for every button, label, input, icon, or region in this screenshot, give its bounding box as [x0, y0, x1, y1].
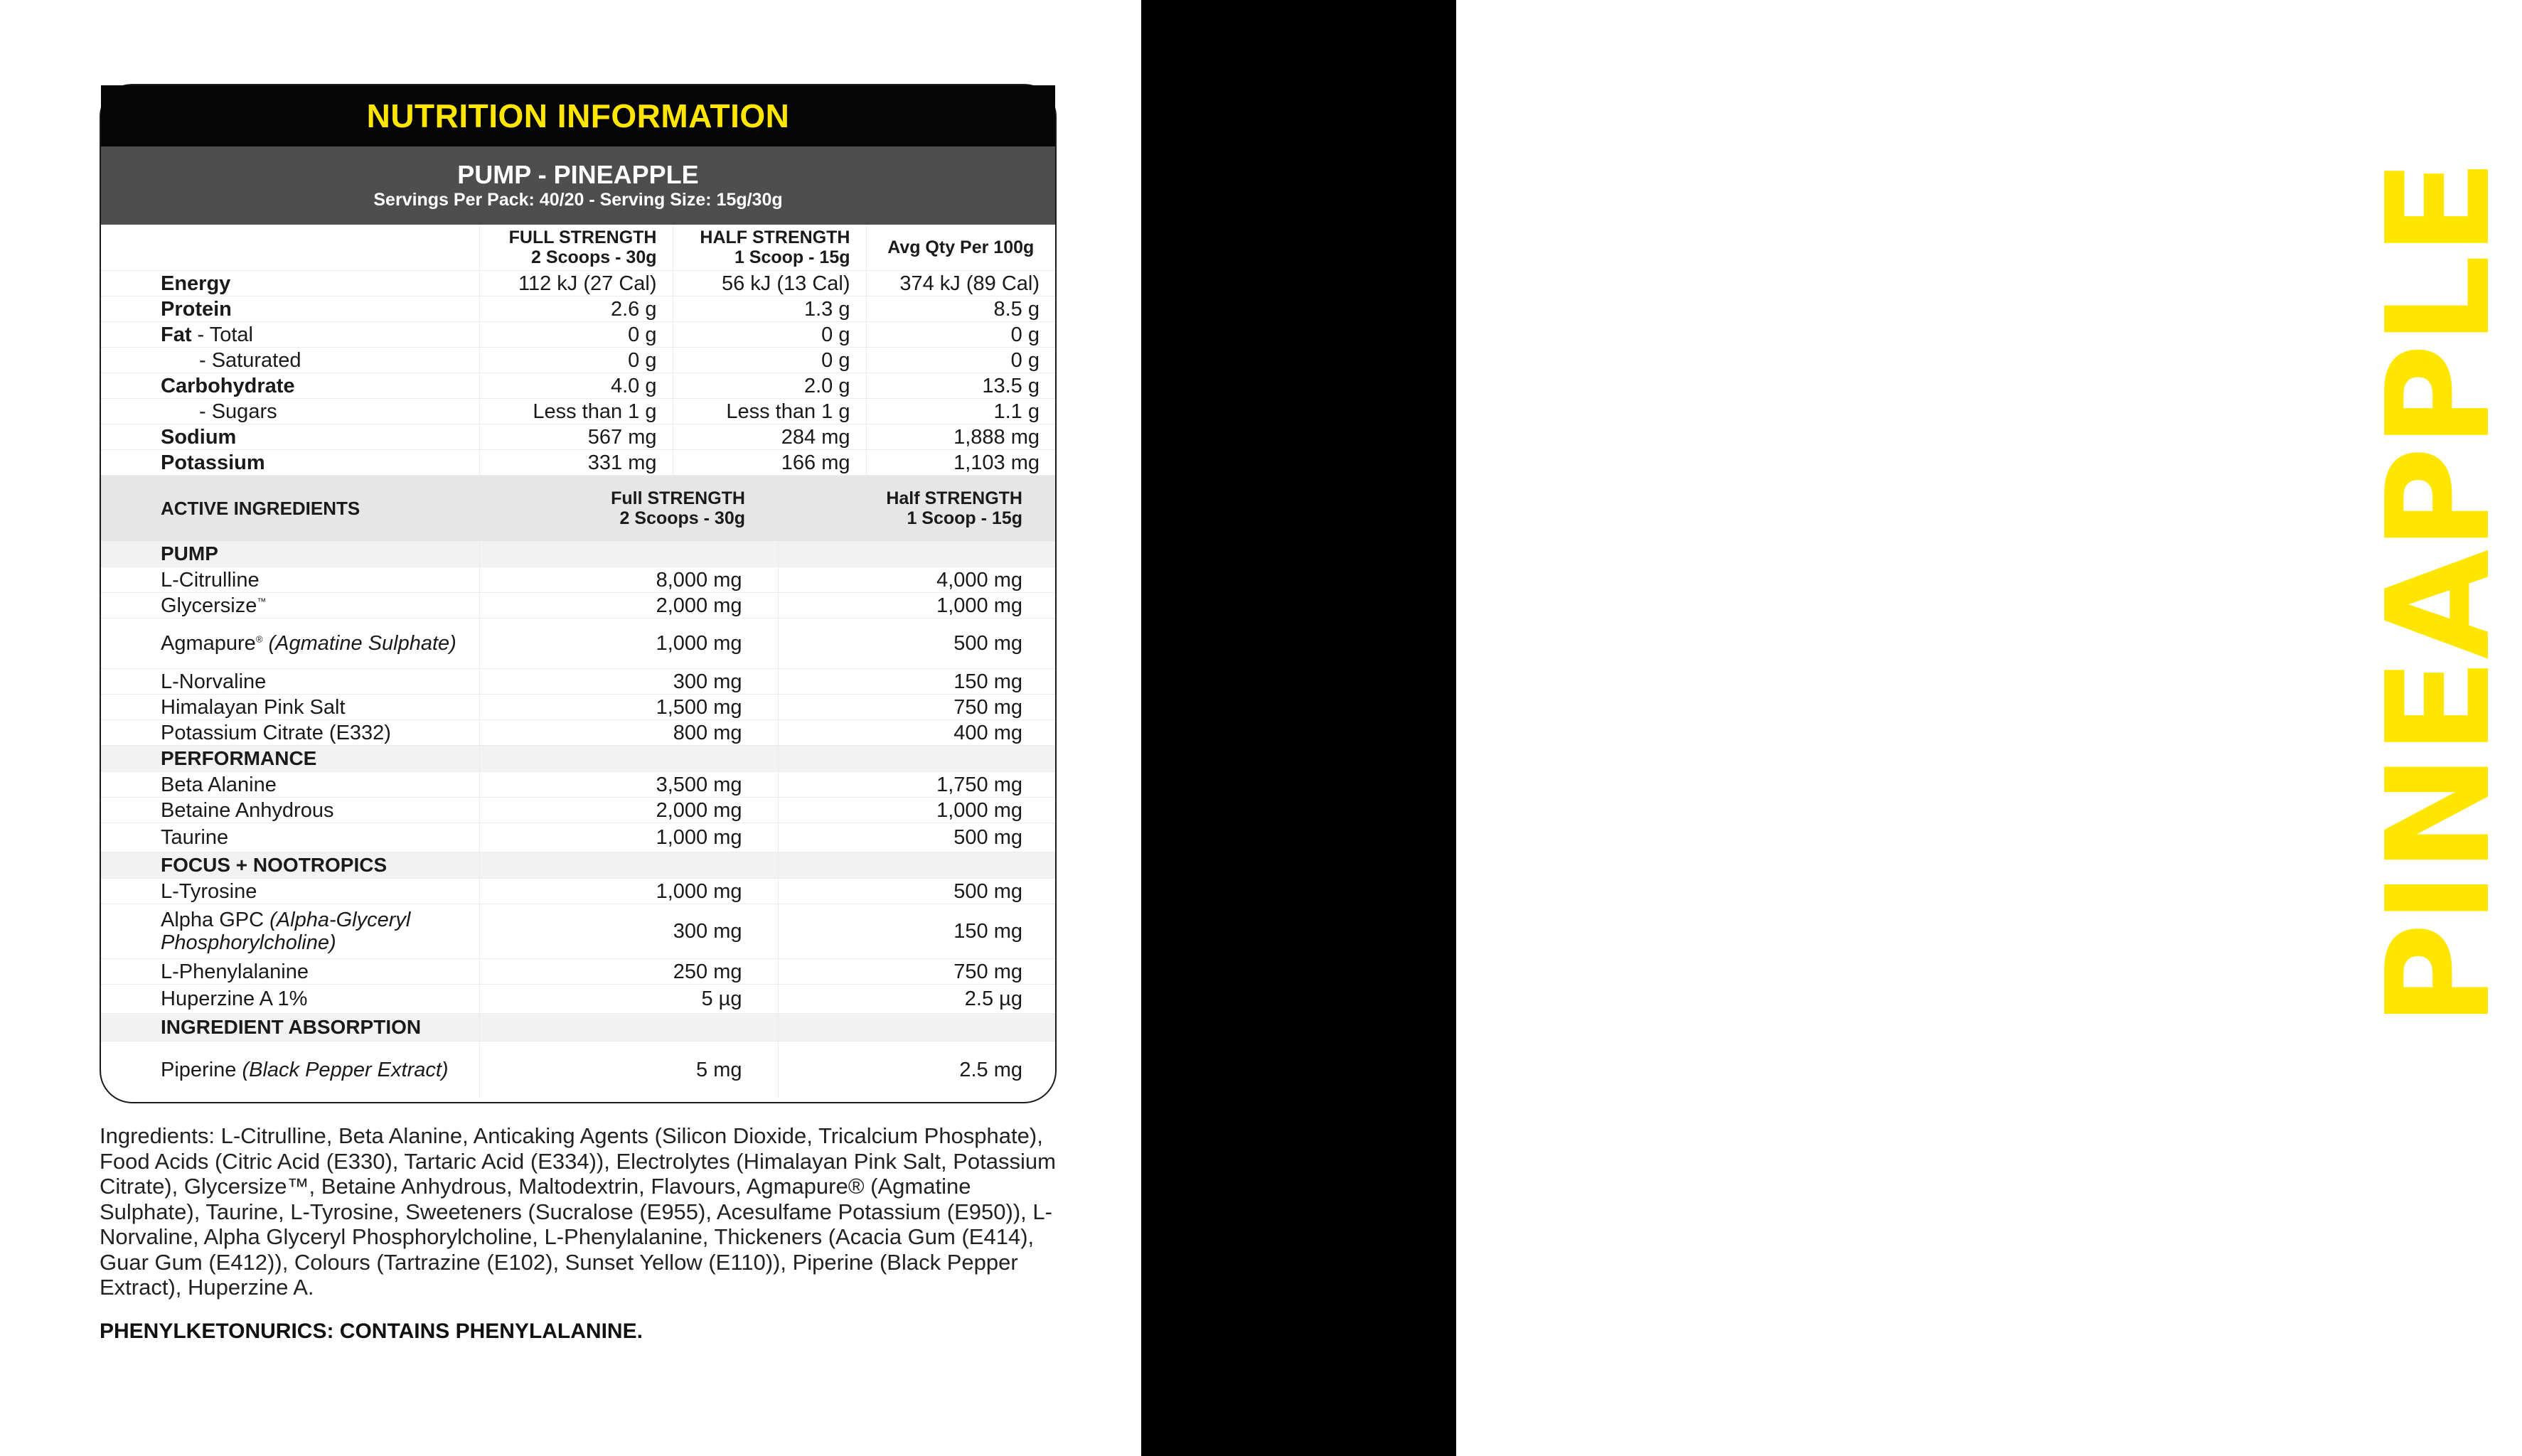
table-row	[101, 450, 1055, 476]
value-half: 150 mg	[778, 904, 1055, 959]
nutrient-label: Carbohydrate	[161, 374, 295, 397]
table-row	[101, 399, 1055, 424]
value-half: 2.5 mg	[778, 1042, 1055, 1099]
value-full: 2,000 mg	[479, 593, 778, 619]
table-row	[101, 348, 1055, 373]
ingredient-row	[101, 695, 1055, 720]
nutrition-table	[101, 225, 1055, 476]
value-full: 300 mg	[479, 904, 778, 959]
panel-title: NUTRITION INFORMATION	[101, 85, 1055, 146]
value-full: 2.6 g	[479, 296, 673, 322]
active-ingredients-header	[101, 476, 1055, 541]
value-avg: 0 g	[866, 322, 1055, 348]
section-row	[101, 1014, 1055, 1042]
table-row	[101, 424, 1055, 450]
header-avg-qty: Avg Qty Per 100g	[866, 225, 1055, 271]
nutrient-label: - Saturated	[101, 348, 479, 373]
value-avg: 1,103 mg	[866, 450, 1055, 476]
ingredient-name: Alpha GPC (Alpha-Glyceryl Phosphorylcholine)	[101, 904, 479, 959]
table-row	[101, 373, 1055, 399]
header-half-strength: HALF STRENGTH 1 Scoop - 15g	[673, 225, 866, 271]
ingredient-name: Potassium Citrate (E332)	[101, 720, 479, 746]
ingredient-name: L-Norvaline	[101, 669, 479, 695]
value-half: 56 kJ (13 Cal)	[673, 271, 866, 296]
registered-mark: ®	[255, 633, 263, 645]
ingredient-note: (Agmatine Sulphate)	[262, 632, 456, 655]
ingredient-row	[101, 1042, 1055, 1099]
value-half: 500 mg	[778, 619, 1055, 669]
header-full-strength: FULL STRENGTH 2 Scoops - 30g	[479, 225, 673, 271]
ingredients-list: Ingredients: L-Citrulline, Beta Alanine, Anticaking Agents (Silicon Dioxide, Tricalcium Phosphate), Food Acids (Citric Acid (E330), Tartaric Acid (E334)), Electrolytes (Himalayan Pink Salt, Potassium Citrate), Glycersize™, Betaine Anhydrous, Maltodextrin, Flavours, Agmapure® (Agmatine Sulphate), Taurine, L-Tyrosine, Sweeteners (Sucralose (E955), Acesulfame Potassium (E950)), L-Norvaline, Alpha Glyceryl Phosphorylcholine, L-Phenylalanine, Thickeners (Acacia Gum (E414), Guar Gum (E412)), Colours (Tartrazine (E102), Sunset Yellow (E110)), Piperine (Black Pepper Extract), Huperzine A.	[100, 1123, 1056, 1300]
section-title: INGREDIENT ABSORPTION	[101, 1014, 479, 1042]
value-half: 500 mg	[778, 879, 1055, 904]
nutrient-label: Potassium	[161, 451, 265, 474]
trademark-mark: ™	[257, 595, 267, 606]
value-full: 567 mg	[479, 424, 673, 450]
nutrition-header-row	[101, 225, 1055, 271]
value-half: 166 mg	[673, 450, 866, 476]
value-full: 1,000 mg	[479, 879, 778, 904]
nutrient-label: Fat	[161, 323, 192, 346]
ingredient-row	[101, 619, 1055, 669]
value-half: Less than 1 g	[673, 399, 866, 424]
section-title: PERFORMANCE	[101, 746, 479, 772]
value-half: 1,750 mg	[778, 772, 1055, 798]
section-row	[101, 541, 1055, 567]
value-half: 2.0 g	[673, 373, 866, 399]
value-full: 1,000 mg	[479, 619, 778, 669]
side-band	[1141, 0, 2522, 1456]
ingredient-name: L-Tyrosine	[101, 879, 479, 904]
nutrient-label: Energy	[161, 272, 231, 295]
ingredient-name: Piperine (Black Pepper Extract)	[161, 1059, 449, 1081]
value-full: 2,000 mg	[479, 798, 778, 823]
value-avg: 13.5 g	[866, 373, 1055, 399]
active-header-half: Half STRENGTH 1 Scoop - 15g	[886, 488, 1022, 528]
ingredient-note: (Black Pepper Extract)	[236, 1059, 449, 1081]
active-ingredients-table	[101, 541, 1055, 1098]
ingredient-row	[101, 593, 1055, 619]
value-half: 0 g	[673, 322, 866, 348]
product-name: PUMP - PINEAPPLE	[457, 160, 699, 189]
value-half: 0 g	[673, 348, 866, 373]
nutrient-label: Protein	[161, 297, 232, 321]
ingredient-row	[101, 879, 1055, 904]
ingredient-name: Himalayan Pink Salt	[101, 695, 479, 720]
ingredient-row	[101, 985, 1055, 1014]
ingredient-note: (Alpha-Glyceryl Phosphorylcholine)	[161, 909, 411, 954]
value-half: 284 mg	[673, 424, 866, 450]
nutrient-qualifier: - Total	[191, 323, 254, 346]
value-full: 300 mg	[479, 669, 778, 695]
value-full: 800 mg	[479, 720, 778, 746]
section-title: PUMP	[101, 541, 479, 567]
value-avg: 374 kJ (89 Cal)	[866, 271, 1055, 296]
ingredient-name: Beta Alanine	[101, 772, 479, 798]
value-avg: 1.1 g	[866, 399, 1055, 424]
table-row	[101, 296, 1055, 322]
section-row	[101, 746, 1055, 772]
value-half: 1.3 g	[673, 296, 866, 322]
ingredient-name: Taurine	[101, 823, 479, 852]
value-half: 150 mg	[778, 669, 1055, 695]
ingredient-row	[101, 772, 1055, 798]
value-half: 2.5 µg	[778, 985, 1055, 1014]
value-avg: 8.5 g	[866, 296, 1055, 322]
phenylketonurics-warning: PHENYLKETONURICS: CONTAINS PHENYLALANINE.	[100, 1320, 643, 1343]
value-full: 5 mg	[479, 1042, 778, 1099]
value-half: 750 mg	[778, 959, 1055, 985]
value-half: 750 mg	[778, 695, 1055, 720]
value-full: 1,500 mg	[479, 695, 778, 720]
nutrition-panel	[100, 84, 1057, 1103]
product-bar	[101, 146, 1055, 225]
value-half: 1,000 mg	[778, 798, 1055, 823]
ingredient-name: Glycersize™	[101, 593, 479, 619]
value-full: 331 mg	[479, 450, 673, 476]
value-half: 1,000 mg	[778, 593, 1055, 619]
value-avg: 1,888 mg	[866, 424, 1055, 450]
value-full: 0 g	[479, 348, 673, 373]
value-avg: 0 g	[866, 348, 1055, 373]
table-row	[101, 322, 1055, 348]
value-full: 0 g	[479, 322, 673, 348]
nutrient-label: Sodium	[161, 425, 237, 449]
value-full: 1,000 mg	[479, 823, 778, 852]
product-subtitle: Servings Per Pack: 40/20 - Serving Size: 15g/30g	[373, 190, 783, 210]
ingredient-row	[101, 669, 1055, 695]
value-half: 500 mg	[778, 823, 1055, 852]
section-title: FOCUS + NOOTROPICS	[101, 852, 479, 879]
value-half: 4,000 mg	[778, 567, 1055, 593]
ingredient-row	[101, 959, 1055, 985]
value-full: 4.0 g	[479, 373, 673, 399]
ingredient-row	[101, 720, 1055, 746]
flavour-label: PINEAPPLE	[2356, 160, 2522, 1027]
ingredient-row	[101, 798, 1055, 823]
table-row	[101, 271, 1055, 296]
ingredient-name: Agmapure® (Agmatine Sulphate)	[101, 619, 479, 669]
section-row	[101, 852, 1055, 879]
ingredient-name: Betaine Anhydrous	[101, 798, 479, 823]
ingredient-name: Huperzine A 1%	[101, 985, 479, 1014]
ingredient-row	[101, 567, 1055, 593]
value-full: 250 mg	[479, 959, 778, 985]
value-full: 112 kJ (27 Cal)	[479, 271, 673, 296]
active-header-full: Full STRENGTH 2 Scoops - 30g	[611, 488, 745, 528]
value-full: Less than 1 g	[479, 399, 673, 424]
value-full: 3,500 mg	[479, 772, 778, 798]
value-full: 8,000 mg	[479, 567, 778, 593]
ingredient-row	[101, 823, 1055, 852]
ingredient-name: L-Phenylalanine	[101, 959, 479, 985]
value-full: 5 µg	[479, 985, 778, 1014]
nutrient-label: - Sugars	[101, 399, 479, 424]
value-half: 400 mg	[778, 720, 1055, 746]
active-ingredients-title: ACTIVE INGREDIENTS	[161, 497, 360, 519]
ingredient-name: L-Citrulline	[101, 567, 479, 593]
ingredient-row	[101, 904, 1055, 959]
